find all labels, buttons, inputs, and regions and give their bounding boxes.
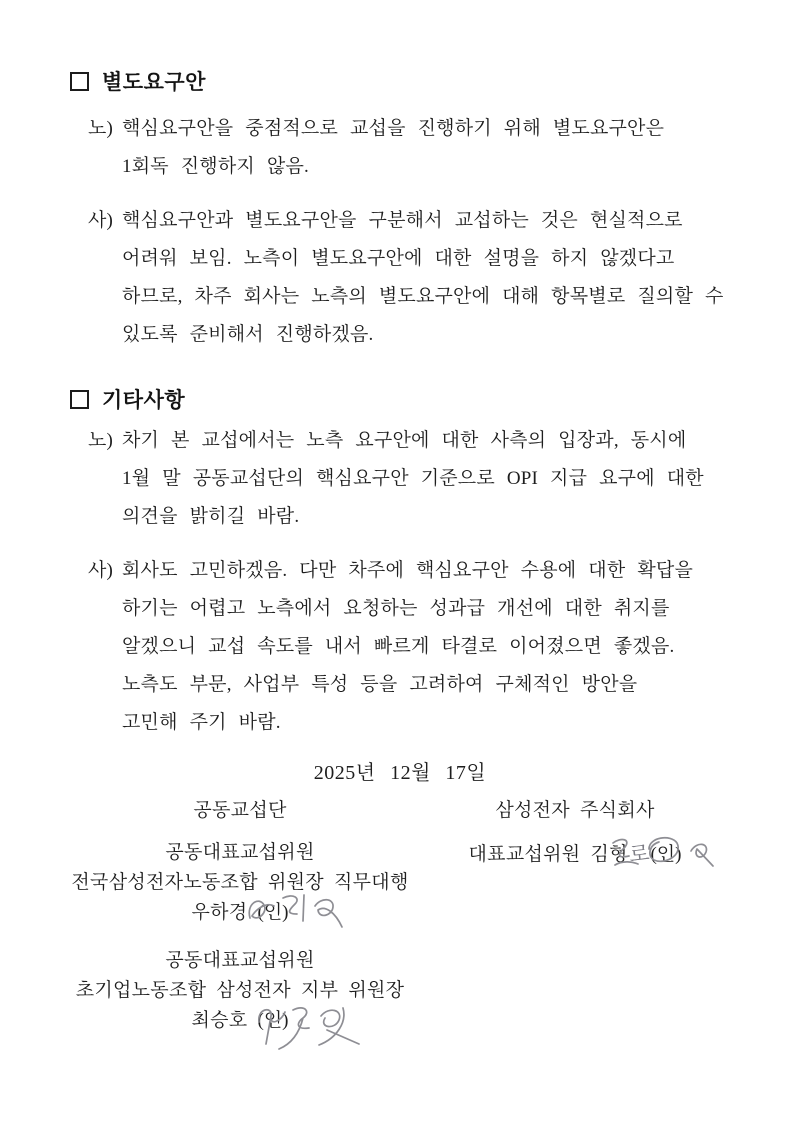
section-title: 기타사항 xyxy=(102,388,186,412)
text-line: 노측도 부문, 사업부 특성 등을 고려하여 구체적인 방안을 xyxy=(122,674,638,695)
text-line: 핵심요구안을 중점적으로 교섭을 진행하기 위해 별도요구안은 xyxy=(122,118,665,139)
text-line: 하기는 어렵고 노측에서 요청하는 성과급 개선에 대한 취지를 xyxy=(122,598,670,619)
signer-role: 대표교섭위원 xyxy=(468,844,581,865)
text-line: 회사도 고민하겠음. 다만 차주에 핵심요구안 수용에 대한 확답을 xyxy=(122,560,694,581)
text-line: 하므로, 차주 회사는 노측의 별도요구안에 대해 항목별로 질의할 수 xyxy=(122,286,724,307)
text-line: 있도록 준비해서 진행하겠음. xyxy=(122,324,374,345)
company-name-line xyxy=(440,838,710,870)
document-date: 2025년 12월 17일 xyxy=(313,762,487,784)
paragraph-union-1 xyxy=(88,110,760,186)
seal-mark: (인) xyxy=(257,902,289,923)
paragraph-company-1 xyxy=(88,202,760,354)
union-org-name: 공동교섭단 xyxy=(193,800,287,821)
text-line: 알겠으니 교섭 속도를 내서 빠르게 타결로 이어졌으면 좋겠음. xyxy=(122,636,675,657)
signature-column-union xyxy=(40,796,440,1036)
union-title-1: 전국삼성전자노동조합 위원장 직무대행 xyxy=(71,872,409,893)
text-line: 1회독 진행하지 않음. xyxy=(122,156,309,177)
text-line: 핵심요구안과 별도요구안을 구분해서 교섭하는 것은 현실적으로 xyxy=(122,210,683,231)
signer-name: 우하경 xyxy=(191,902,248,923)
section-heading-other-matters xyxy=(70,384,800,414)
section-title: 별도요구안 xyxy=(102,70,206,94)
union-name-line-1 xyxy=(40,898,440,928)
checkbox-square-icon xyxy=(70,72,89,91)
company-name: 삼성전자 주식회사 xyxy=(495,800,655,821)
speaker-marker-union: 노) xyxy=(88,118,114,139)
paragraph-company-2 xyxy=(88,552,760,742)
signer-name: 김형 xyxy=(590,844,628,865)
section-heading-separate-demands xyxy=(70,66,800,96)
text-line: 고민해 주기 바람. xyxy=(122,712,281,733)
union-name-line-2 xyxy=(40,1006,440,1036)
speaker-marker-union: 노) xyxy=(88,430,114,451)
signature-column-company xyxy=(440,796,710,1036)
checkbox-square-icon xyxy=(70,390,89,409)
text-line: 1월 말 공동교섭단의 핵심요구안 기준으로 OPI 지급 요구에 대한 xyxy=(122,468,704,489)
seal-mark: (인) xyxy=(650,844,682,865)
handwritten-name-character: 로 xyxy=(627,840,651,868)
paragraph-union-2 xyxy=(88,422,760,536)
union-role-1: 공동대표교섭위원 xyxy=(165,842,315,863)
union-role-2: 공동대표교섭위원 xyxy=(165,950,315,971)
signature-area xyxy=(40,796,800,1036)
text-line: 차기 본 교섭에서는 노측 요구안에 대한 사측의 입장과, 동시에 xyxy=(122,430,687,451)
speaker-marker-company: 사) xyxy=(88,210,114,231)
union-title-2: 초기업노동조합 삼성전자 지부 위원장 xyxy=(75,980,405,1001)
speaker-marker-company: 사) xyxy=(88,560,114,581)
signer-name: 최승호 xyxy=(191,1010,248,1031)
text-line: 어려워 보임. 노측이 별도요구안에 대한 설명을 하지 않겠다고 xyxy=(122,248,675,269)
text-line: 의견을 밝히길 바람. xyxy=(122,506,300,527)
seal-mark: (인) xyxy=(257,1010,289,1031)
